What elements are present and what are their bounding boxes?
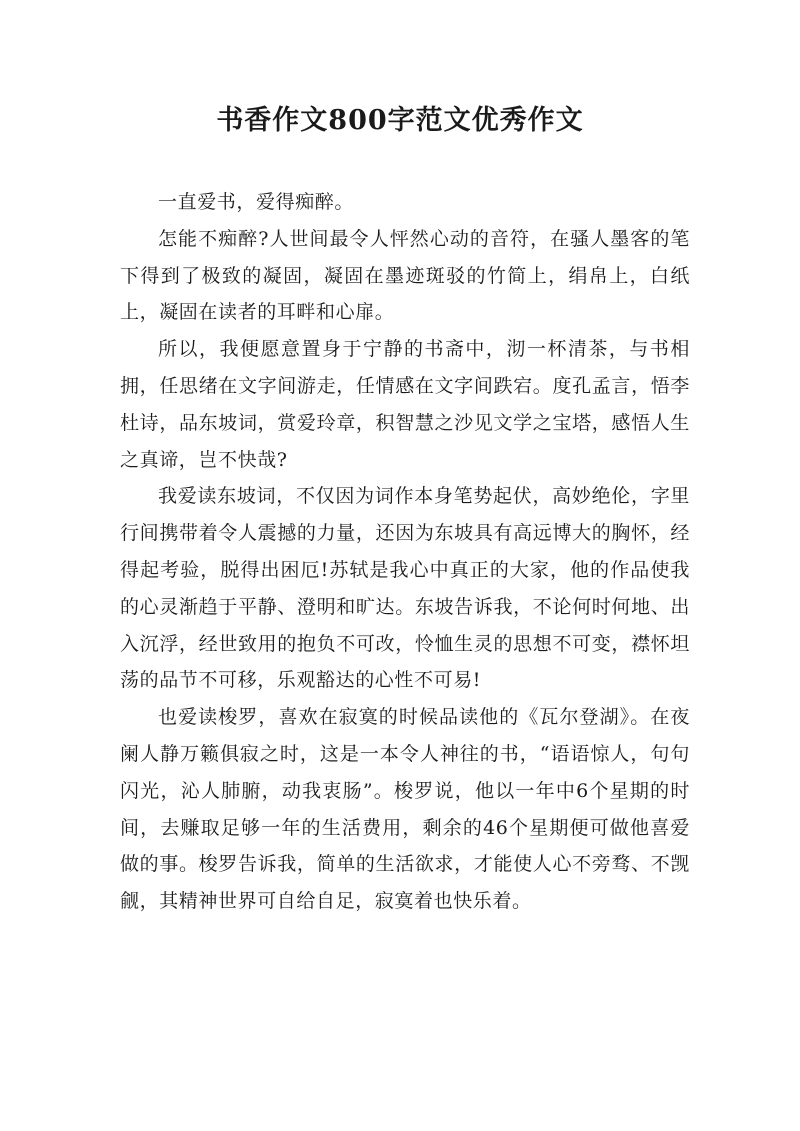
paragraph: 也爱读梭罗，喜欢在寂寞的时候品读他的《瓦尔登湖》。在夜阑人静万籁俱寂之时，这是一本令人神往的书，“语语惊人，句句闪光，沁人肺腑，动我衷肠”。梭罗说，他以一年中6个星期的时间，去赚取足够一年的生活费用，剩余的46个星期便可做他喜爱做的事。梭罗告诉我，简单的生活欲求，才能使人心不旁骛、不觊觎，其精神世界可自给自足，寂寞着也快乐着。 [120, 706, 690, 913]
document-body [120, 184, 690, 920]
paragraph: 怎能不痴醉?人世间最令人怦然心动的音符，在骚人墨客的笔下得到了极致的凝固，凝固在墨迹斑驳的竹简上，绢帛上，白纸上，凝固在读者的耳畔和心扉。 [120, 227, 690, 324]
document-title: 书香作文800字范文优秀作文 [216, 105, 584, 136]
paragraph: 一直爱书，爱得痴醉。 [158, 191, 355, 213]
paragraph: 所以，我便愿意置身于宁静的书斋中，沏一杯清茶，与书相拥，任思绪在文字间游走，任情感在文字间跌宕。度孔孟言，悟李杜诗，品东坡词，赏爱玲章，积智慧之沙见文学之宝塔，感悟人生之真谛，岂不快哉? [120, 338, 690, 471]
paragraph: 我爱读东坡词，不仅因为词作本身笔势起伏，高妙绝伦，字里行间携带着令人震撼的力量，还因为东坡具有高远博大的胸怀，经得起考验，脱得出困厄!苏轼是我心中真正的大家，他的作品使我的心灵渐趋于平静、澄明和旷达。东坡告诉我，不论何时何地、出入沉浮，经世致用的抱负不可改，怜恤生灵的思想不可变，襟怀坦荡的品节不可移，乐观豁达的心性不可易! [120, 485, 690, 692]
